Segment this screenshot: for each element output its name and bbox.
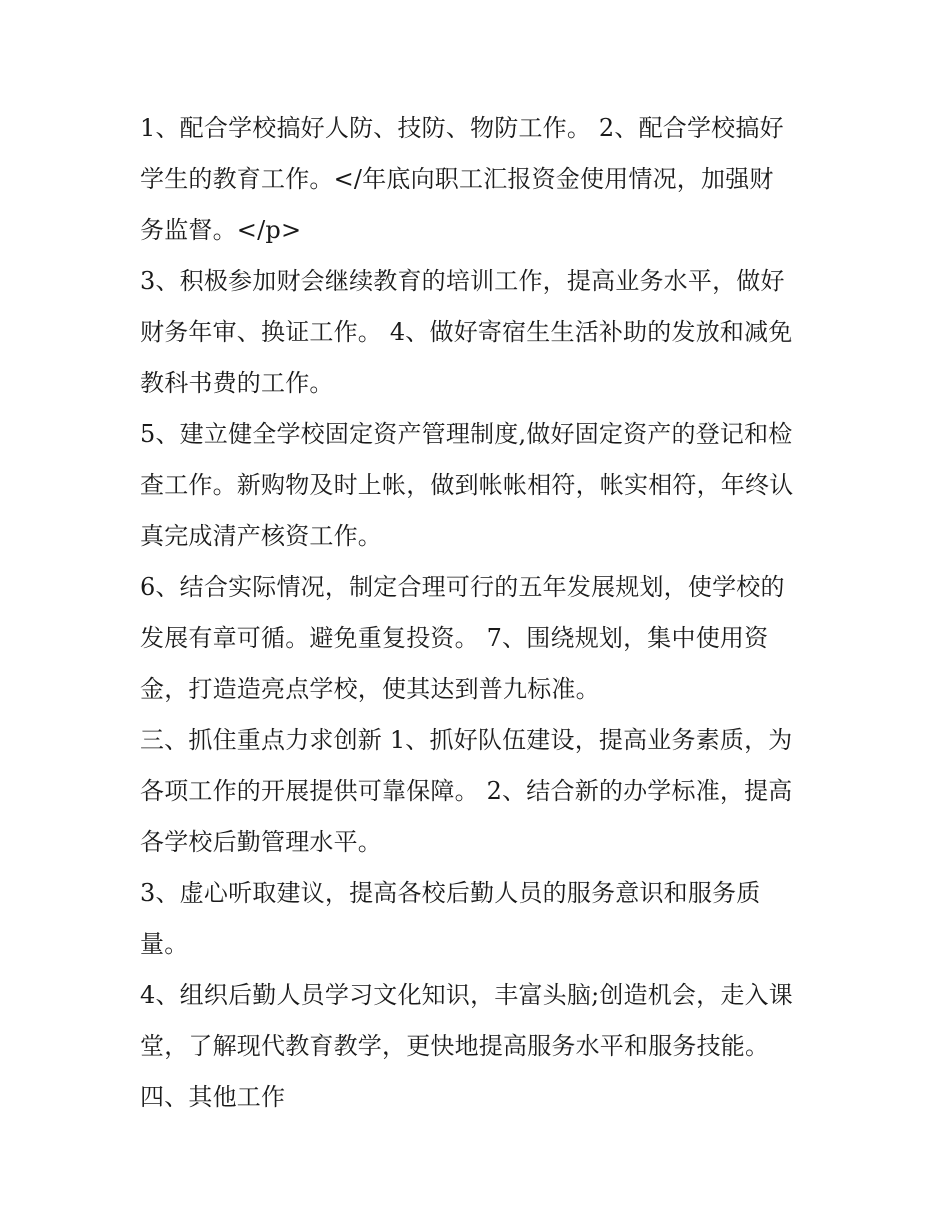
line: 各学校后勤管理水平。	[140, 828, 382, 856]
line: 6、结合实际情况，制定合理可行的五年发展规划，使学校的	[140, 573, 785, 601]
paragraph-5	[140, 715, 830, 868]
line: 3、虚心听取建议，提高各校后勤人员的服务意识和服务质	[140, 879, 761, 907]
line: 真完成清产核资工作。	[140, 522, 382, 550]
line: 3、积极参加财会继续教育的培训工作，提高业务水平，做好	[140, 267, 785, 295]
section-heading	[140, 1072, 830, 1123]
line: 三、抓住重点力求创新 1、抓好队伍建设，提高业务素质，为	[140, 726, 793, 754]
document-body	[140, 103, 830, 1123]
paragraph-3	[140, 409, 830, 562]
line: 5、建立健全学校固定资产管理制度,做好固定资产的登记和检	[140, 420, 793, 448]
line: 学生的教育工作。</年底向职工汇报资金使用情况，加强财	[140, 165, 774, 193]
paragraph-4	[140, 562, 830, 715]
line: 各项工作的开展提供可靠保障。 2、结合新的办学标准，提高	[140, 777, 793, 805]
line: 财务年审、换证工作。 4、做好寄宿生生活补助的发放和减免	[140, 318, 793, 346]
paragraph-6	[140, 868, 830, 970]
paragraph-1	[140, 103, 830, 256]
line: 量。	[140, 930, 189, 958]
line: 4、组织后勤人员学习文化知识，丰富头脑;创造机会，走入课	[140, 981, 793, 1009]
paragraph-7	[140, 970, 830, 1072]
line: 1、配合学校搞好人防、技防、物防工作。 2、配合学校搞好	[140, 114, 784, 142]
line: 堂，了解现代教育教学，更快地提高服务水平和服务技能。	[140, 1032, 770, 1060]
line: 发展有章可循。避免重复投资。 7、围绕规划，集中使用资	[140, 624, 769, 652]
line: 金，打造造亮点学校，使其达到普九标准。	[140, 675, 600, 703]
line: 务监督。</p>	[140, 216, 302, 244]
line: 查工作。新购物及时上帐，做到帐帐相符，帐实相符，年终认	[140, 471, 794, 499]
line: 教科书费的工作。	[140, 369, 334, 397]
paragraph-2	[140, 256, 830, 409]
line: 四、其他工作	[140, 1083, 286, 1111]
